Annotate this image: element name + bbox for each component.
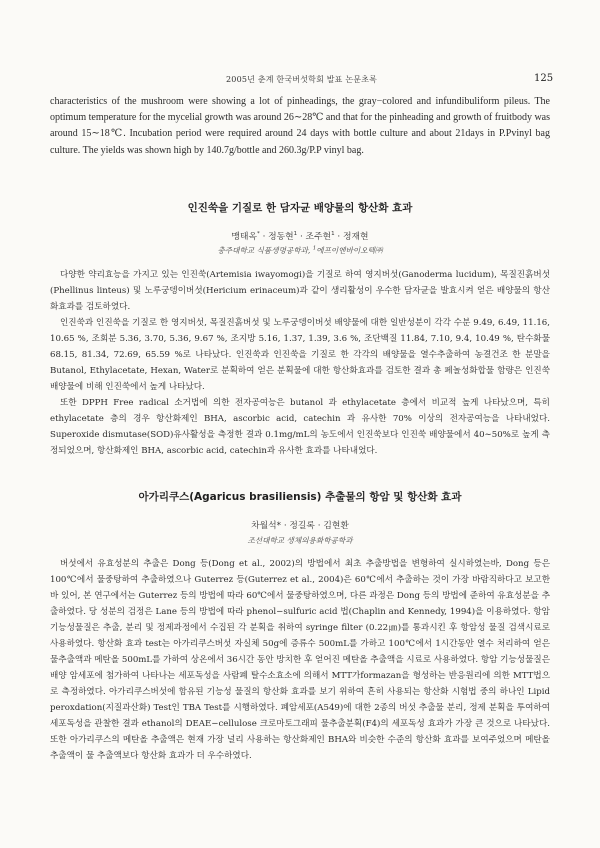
article-1-title: 인진쑥을 기질로 한 담자균 배양물의 항산화 효과 [187, 202, 413, 214]
article-1-paragraph: 다양한 약리효능을 가지고 있는 인진쑥(Artemisia iwayomogi)을 기질로 하여 영지버섯(Ganoderma lucidum), 목질진흙버섯(Phellinus linteus) 및 노루궁뎅이버섯(Hericium erinaceum)과 같이 생리활성이 우수한 담자균을 발효시켜 얻은 배양물의 항산화효과를 검토하였다. [50, 270, 550, 312]
article-1-paragraph: 또한 DPPH Free radical 소거법에 의한 전자공여능은 butanol 과 ethylacetate 층에서 비교적 높게 나타났으며, 특히 ethylacetate 층의 경우 항산화제인 BHA, ascorbic acid, catechin 과 유사한 70% 이상의 전자공여능을 나타내었다. Superoxide dismutase(SOD)유사활성을 측정한 결과 0.1mg/mL의 농도에서 인진쑥보다 인진쑥 배양물에서 40∼50%로 높게 측정되었으며, 항산화제인 BHA, ascorbic acid, catechin과 유사한 효과를 나타내었다. [50, 398, 550, 456]
article-2-authors: 차월석* · 정길록 · 김현환 [251, 521, 349, 531]
article-2-abstract [50, 556, 550, 764]
running-head: 2005년 춘계 한국버섯학회 발표 논문초록 [226, 75, 378, 84]
article-1-abstract [50, 267, 550, 459]
article-2-paragraph: 버섯에서 유효성분의 추출은 Dong 등(Dong et al., 2002)의 방법에서 최초 추출방법을 변형하여 실시하였는바, Dong 등은 100℃에서 물중탕하여 추출하였으나 Guterrez 등(Guterrez et al., 2004)은 60℃에서 추출하는 것이 가장 바람직하다고 보고한 바 있어, 본 연구에서는 Guterrez 등의 방법에 따라 60℃에서 물중탕하였으며, 다른 과정은 Dong 등의 방법에 준하여 유효성분을 추출하였다. 당 성분의 검정은 Lane 등의 방법에 따라 phenol−sulfuric acid 법(Chaplin and Kennedy, 1994)을 이용하였다. 항암 기능성물질은 추출, 분리 및 정제과정에서 수집된 각 분획을 취하여 syringe filter (0.22㎛)를 통과시킨 후 항암성 물질 검색시료로 사용하였다. 항산화 효과 test는 아가리쿠스버섯 자실체 50g에 증류수 500mL를 가하고 100℃에서 1시간동안 열수 처리하여 얻은 물추출액과 메탄올 500mL를 가하여 상온에서 36시간 동안 방치한 후 얻어진 메탄올 추출액을 시료로 사용하였다. 항암 기능성물질은 배양 암세포에 첨가하여 나타나는 세포독성을 사람폐 탈수소효소에 의해서 MTT가formazan을 형성하는 반응원리에 의한 MTT법으로 측정하였다. 아가리쿠스버섯에 함유된 기능성 물질의 항산화 효과를 보기 위하여 흔히 사용되는 항산화 시험법 중의 하나인 Lipid peroxdation(지질과산화) Test인 TBA Test를 시행하였다. 폐암세포(A549)에 대한 2종의 버섯 추출물 분리, 정제 분획을 투여하여 세포독성을 관찰한 결과 ethanol의 DEAE−cellulose 크로마토그래피 물추출분획(F4)의 세포독성 효과가 가장 큰 것으로 나타났다. 또한 아가리쿠스의 메탄올 추출액은 현재 가장 널리 사용하는 항산화제인 BHA와 비슷한 수준의 항산화 효과를 보여주었으며 메탄올 추출액이 물 추출액보다 항산화 효과가 더 우수하였다. [50, 559, 550, 761]
article-1-affiliation: 충주대학교 식품생명공학과, $^1$에프이엔바이오텍㈜ [217, 245, 383, 255]
page-number: 125 [534, 73, 554, 84]
page-header [0, 74, 600, 88]
article-1-authors: 맹태옥* · 정동현$^1$ · 조주현$^1$ · 정재현 [231, 231, 369, 242]
previous-abstract-continuation: characteristics of the mushroom were showing a lot of pinheadings, the gray−colored and infundibuliform pileus. The optimum temperature for the mycelial growth was around 26∼28℃ and that for the pinheading and growth of fruitbody was around 15∼18℃. Incubation period were required around 24 days with bottle culture and about 21days in P.Pvinyl bag culture. The yields was shown high by 140.7g/bottle and 260.3g/P.P vinyl bag. [50, 96, 550, 156]
article-1-paragraph: 인진쑥과 인진쑥을 기질로 한 영지버섯, 목질진흙버섯 및 노루궁뎅이버섯 배양물에 대한 일반성분이 각각 수분 9.49, 6.49, 11.16, 10.65 %, 조회분 5.36, 3.70, 5.36, 9.67 %, 조지방 5.16, 1.37, 1.39, 3.6 %, 조단백질 11.84, 7.10, 9.4, 10.49 %, 탄수화물 68.15, 81.34, 72.69, 65.59 %로 나타났다. 인진쑥과 인진쑥을 기질로 한 각각의 배양물을 열수추출하여 농결건조 한 분말을 Butanol, Ethylacetate, Hexan, Water로 분획하여 얻은 분획물에 대한 항산화효과를 검토한 결과 총 페놀성화합물 함량은 인진쑥 배양물에 비해 인진쑥에서 높게 나타났다. [50, 318, 550, 392]
article-2-title: 아가리쿠스(Agaricus brasiliensis) 추출물의 항암 및 항산화 효과 [138, 491, 462, 503]
article-2-affiliation: 조선대학교 생체의용화학공학과 [247, 536, 353, 545]
